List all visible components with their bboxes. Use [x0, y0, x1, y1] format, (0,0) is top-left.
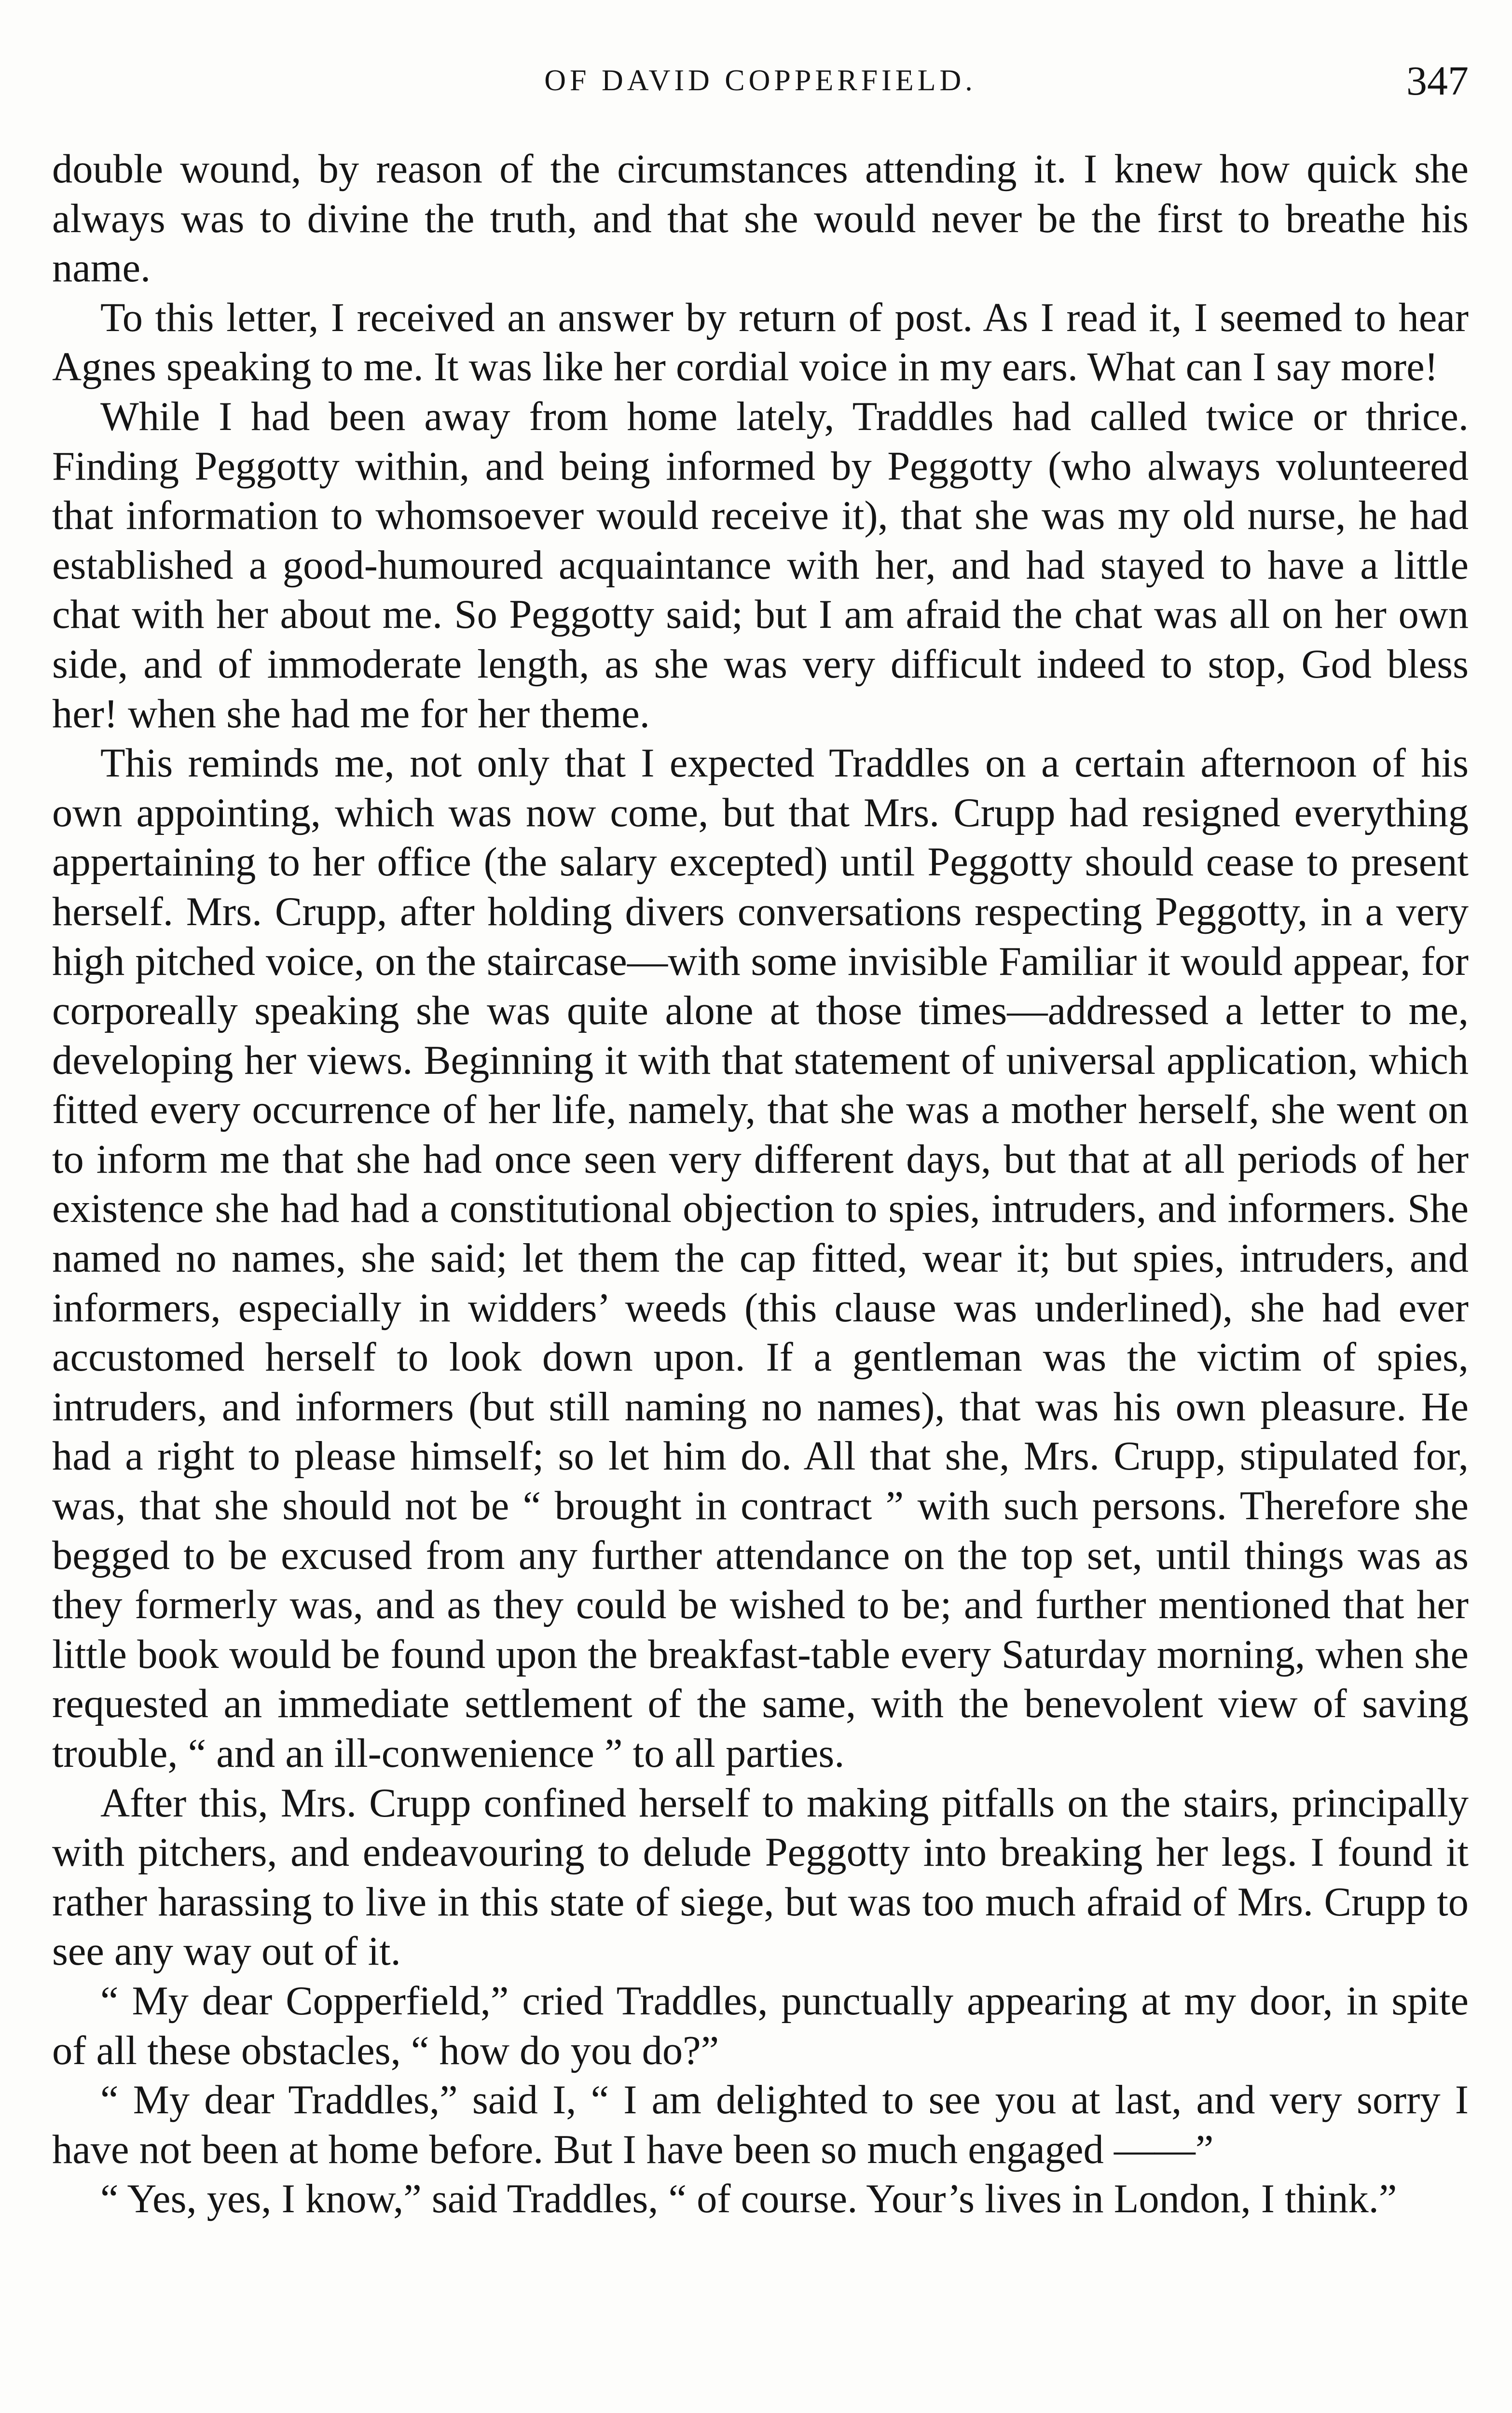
paragraph: “ My dear Traddles,” said I, “ I am delighted to see you at last, and very sorry I have not been at home before. But I have been so much engaged ——” — [52, 2078, 1469, 2172]
body-text — [52, 145, 1469, 2224]
running-title: OF DAVID COPPERFIELD. — [544, 64, 976, 97]
paragraph: While I had been away from home lately, Traddles had called twice or thrice. Finding Peggotty within, and being informed by Peggotty (who always volunteered that information to whomsoever would receive it), that she was my old nurse, he had established a good-humoured acquaintance with her, and had stayed to have a little chat with her about me. So Peggotty said; but I am afraid the chat was all on her own side, and of immoderate length, as she was very difficult indeed to stop, God bless her! when she had me for her theme. — [52, 394, 1469, 736]
page-number: 347 — [1406, 57, 1469, 104]
paragraph: To this letter, I received an answer by return of post. As I read it, I seemed to hear Agnes speaking to me. It was like her cordial voice in my ears. What can I say more! — [52, 295, 1469, 390]
paragraph: “ Yes, yes, I know,” said Traddles, “ of course. Your’s lives in London, I think.” — [100, 2177, 1397, 2222]
running-head — [52, 54, 1469, 107]
paragraph: After this, Mrs. Crupp confined herself to making pitfalls on the stairs, principally with pitchers, and endeavouring to delude Peggotty into breaking her legs. I found it rather harassing to live in this state of siege, but was too much afraid of Mrs. Crupp to see any way out of it. — [52, 1780, 1469, 1974]
paragraph: This reminds me, not only that I expected Traddles on a certain afternoon of his own appointing, which was now come, but that Mrs. Crupp had resigned everything appertaining to her office (the salary excepted) until Peggotty should cease to present herself. Mrs. Crupp, after holding divers conversations respecting Peggotty, in a very high pitched voice, on the staircase—with some invisible Familiar it would appear, for corporeally speaking she was quite alone at those times—addressed a letter to me, developing her views. Beginning it with that statement of universal application, which fitted every occurrence of her life, namely, that she was a mother herself, she went on to inform me that she had once seen very different days, but that at all periods of her existence she had had a constitutional objection to spies, intruders, and informers. She named no names, she said; let them the cap fitted, wear it; but spies, intruders, and informers, especially in widders’ weeds (this clause was underlined), she had ever accustomed herself to look down upon. If a gentleman was the victim of spies, intruders, and informers (but still naming no names), that was his own pleasure. He had a right to please himself; so let him do. All that she, Mrs. Crupp, stipulated for, was, that she should not be “ brought in contract ” with such persons. Therefore she begged to be excused from any further attendance on the top set, until things was as they formerly was, and as they could be wished to be; and further mentioned that her little book would be found upon the breakfast-table every Saturday morning, when she requested an immediate settlement of the same, with the benevolent view of saving trouble, “ and an ill-conwenience ” to all parties. — [52, 741, 1469, 1776]
paragraph-continued: double wound, by reason of the circumstances attending it. I knew how quick she always was to divine the truth, and that she would never be the first to breathe his name. — [52, 147, 1469, 291]
paragraph: “ My dear Copperfield,” cried Traddles, punctually appearing at my door, in spite of all these obstacles, “ how do you do?” — [52, 1978, 1469, 2073]
